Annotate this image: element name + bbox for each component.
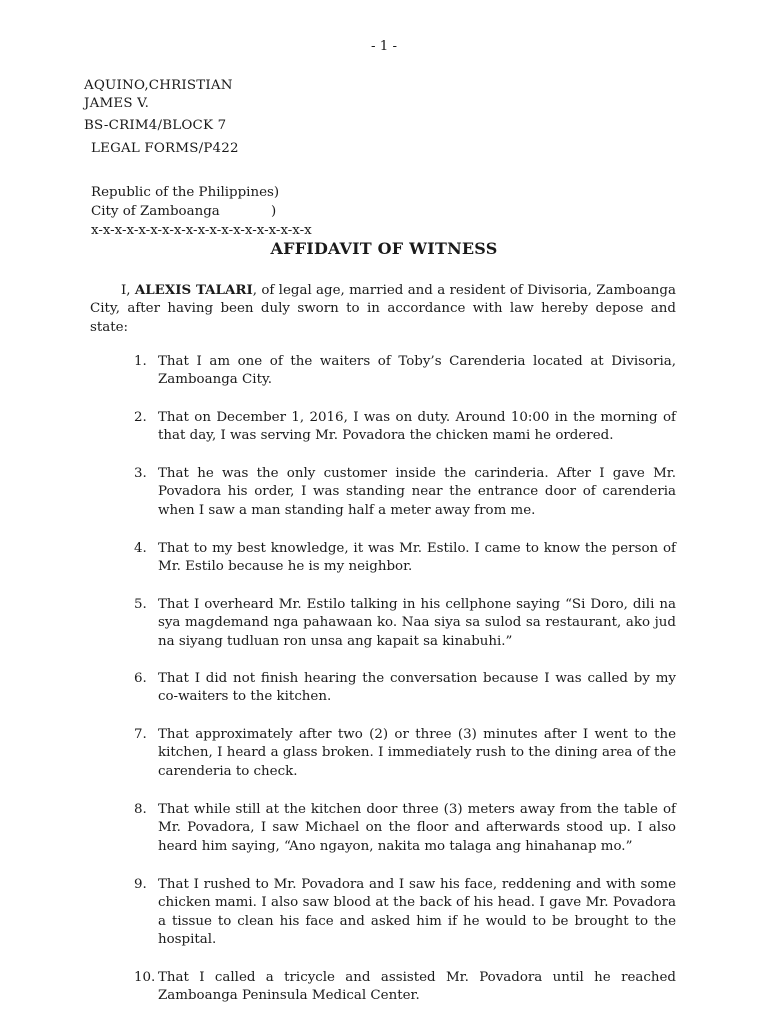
list-item xyxy=(90,540,676,577)
item-number: 10. xyxy=(134,970,156,985)
venue-city xyxy=(91,202,277,221)
venue-city-paren: ) xyxy=(271,204,277,219)
list-item xyxy=(90,969,676,1006)
intro-body: , of legal age, married and a resident of Divisoria, Zamboanga City, after having been duly sworn to in accordance with law hereby depose and state: xyxy=(90,283,676,335)
item-text: That he was the only customer inside the carinderia. After I gave Mr. Povadora his order, I was standing near the entrance door of carenderia when I saw a man standing half a meter away from me. xyxy=(158,466,676,518)
list-item xyxy=(90,801,676,856)
item-text: That I did not finish hearing the conversation because I was called by my co-waiters to the kitchen. xyxy=(158,671,676,705)
item-number: 1. xyxy=(134,354,147,369)
list-item xyxy=(90,409,676,446)
item-number: 8. xyxy=(134,802,147,817)
venue-country: Republic of the Philippines) xyxy=(91,185,280,200)
item-number: 6. xyxy=(134,671,147,686)
item-number: 7. xyxy=(134,727,147,742)
item-number: 3. xyxy=(134,466,147,481)
affiant-name: ALEXIS TALARI xyxy=(134,282,253,298)
document-title: AFFIDAVIT OF WITNESS xyxy=(270,239,498,258)
author-name-line2: JAMES V. xyxy=(84,96,150,111)
item-text: That I am one of the waiters of Toby’s Carenderia located at Divisoria, Zamboanga City. xyxy=(158,354,676,388)
venue-city-label: City of Zamboanga xyxy=(91,204,220,219)
item-number: 2. xyxy=(134,410,147,425)
item-text: That while still at the kitchen door three (3) meters away from the table of Mr. Povadora, I saw Michael on the floor and afterwards stood up. I also heard him saying, “Ano ngayon, nakita mo talaga ang hinahanap mo.” xyxy=(158,802,676,854)
course-block: BS-CRIM4/BLOCK 7 xyxy=(84,118,227,133)
intro-paragraph xyxy=(90,281,676,337)
item-number: 5. xyxy=(134,597,147,612)
list-item xyxy=(90,353,676,390)
item-number: 9. xyxy=(134,877,147,892)
list-item xyxy=(90,596,676,651)
item-text: That on December 1, 2016, I was on duty. Around 10:00 in the morning of that day, I was serving Mr. Povadora the chicken mami he ordered. xyxy=(158,410,676,444)
list-item xyxy=(90,876,676,950)
list-item xyxy=(90,670,676,707)
intro-prefix: I, xyxy=(121,283,135,298)
author-name-line1: AQUINO,CHRISTIAN xyxy=(84,78,233,93)
item-text: That to my best knowledge, it was Mr. Estilo. I came to know the person of Mr. Estilo because he is my neighbor. xyxy=(158,541,676,575)
item-number: 4. xyxy=(134,541,147,556)
item-text: That I called a tricycle and assisted Mr. Povadora until he reached Zamboanga Peninsula Medical Center. xyxy=(158,970,676,1004)
subject-code: LEGAL FORMS/P422 xyxy=(91,141,239,156)
item-text: That I rushed to Mr. Povadora and I saw his face, reddening and with some chicken mami. I also saw blood at the back of his head. I gave Mr. Povadora a tissue to clean his face and asked him if he would to be brought to the hospital. xyxy=(158,877,676,948)
item-text: That approximately after two (2) or three (3) minutes after I went to the kitchen, I heard a glass broken. I immediately rush to the dining area of the carenderia to check. xyxy=(158,727,676,779)
page-number: - 1 - xyxy=(370,39,398,54)
item-text: That I overheard Mr. Estilo talking in his cellphone saying “Si Doro, dili na sya magdemand nga pahawaan ko. Naa siya sa sulod sa restaurant, ako jud na siyang tudluan ron unsa ang kapait sa kinabuhi.” xyxy=(158,597,676,649)
list-item xyxy=(90,726,676,781)
venue-separator: x-x-x-x-x-x-x-x-x-x-x-x-x-x-x-x-x-x-x xyxy=(91,223,312,238)
list-item xyxy=(90,465,676,520)
